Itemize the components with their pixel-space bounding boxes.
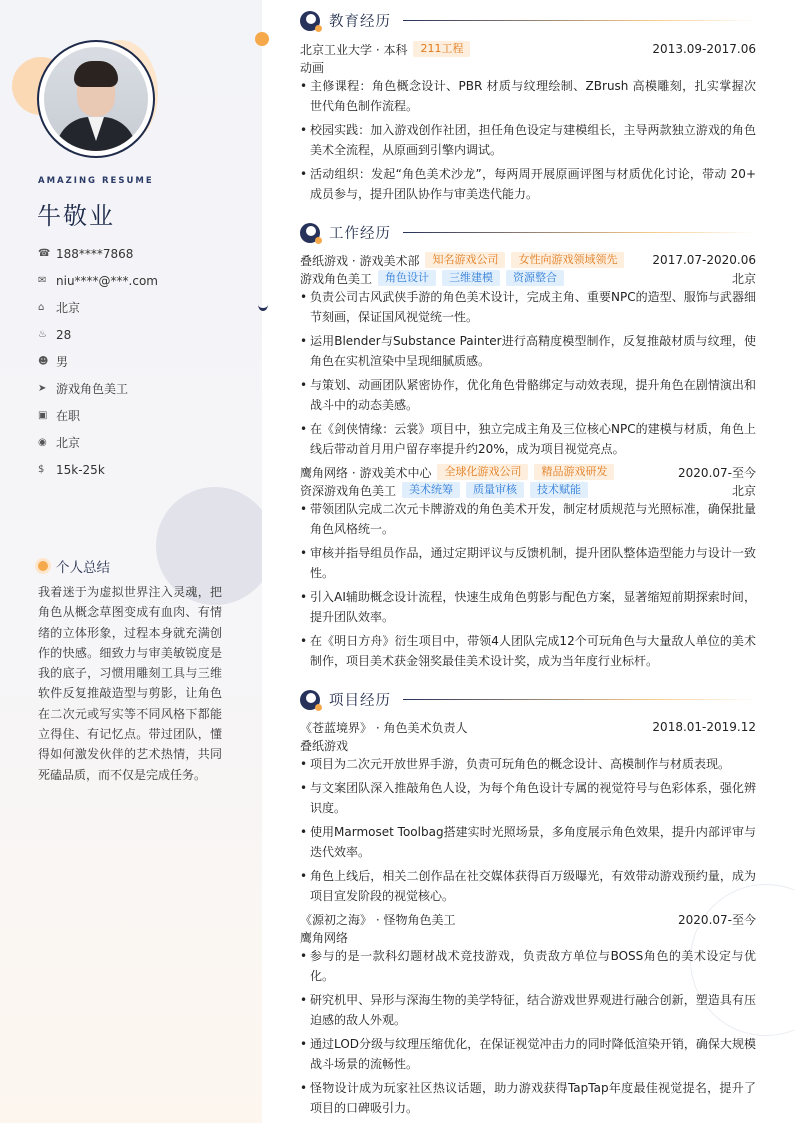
job-target-item	[38, 375, 158, 402]
list-item: • 角色上线后，相关二创作品在社交媒体获得百万级曝光，有效带动游戏预约量，成为项目宣发阶段的视觉核心。	[300, 866, 756, 906]
job-header	[300, 251, 756, 269]
major: 动画	[300, 60, 325, 75]
section-icon	[300, 223, 320, 243]
list-item: • 引入AI辅助概念设计流程，快速生成角色剪影与配色方案，显著缩短前期探索时间，提升团队效率。	[300, 587, 756, 627]
gender-icon: ☻	[38, 356, 49, 367]
job-location: 北京	[731, 271, 756, 286]
job-location: 北京	[731, 483, 756, 498]
hometown-item	[38, 294, 158, 321]
briefcase-icon: ▣	[38, 410, 48, 421]
education-major-row	[300, 58, 756, 76]
role-tag: 三维建模	[442, 270, 500, 286]
phone-icon: ☎	[38, 248, 51, 259]
education-bullets	[300, 76, 756, 204]
project-bullets	[300, 946, 756, 1118]
projects-heading	[300, 689, 756, 710]
project-bullets	[300, 754, 756, 906]
avatar-frame	[37, 40, 155, 158]
decor-dot	[255, 32, 269, 46]
salary-item	[38, 456, 158, 483]
age-value: 28	[56, 327, 72, 342]
project-period: 2018.01-2019.12	[652, 720, 756, 734]
candidate-name: 牛敬业	[37, 202, 115, 230]
list-item: • 项目为二次元开放世界手游，负责可玩角色的概念设计、高模制作与材质表现。	[300, 754, 756, 774]
decor-dot	[258, 298, 268, 311]
phone-item	[38, 240, 158, 267]
sidebar	[0, 0, 262, 1123]
divider	[403, 20, 756, 21]
project-header	[300, 910, 756, 928]
email-value: niu****@***.com	[56, 273, 158, 288]
job-role-row	[300, 269, 756, 287]
summary-text: 我着迷于为虚拟世界注入灵魂，把角色从概念草图变成有血肉、有情绪的立体形象，过程本身就充满创作的快感。细致力与审美敏锐度是我的底子，习惯用雕刻工具与三维软件反复推敲造型与剪影，让角色在二次元或写实等不同风格下都能立得住、有记忆点。带过团队，懂得如何激发伙伴的艺术热情，共同死磕品质，而不仅是完成任务。	[38, 585, 222, 782]
job-role-row	[300, 481, 756, 499]
project-header	[300, 718, 756, 736]
list-item: • 带领团队完成二次元卡牌游戏的角色美术开发，制定材质规范与光照标准，确保批量角色风格统一。	[300, 499, 756, 539]
education-period: 2013.09-2017.06	[652, 42, 756, 56]
project-name: 《苍蓝境界》 · 角色美术负责人	[300, 720, 468, 735]
education-heading	[300, 10, 756, 31]
work-heading	[300, 222, 756, 243]
list-item: • 运用Blender与Substance Painter进行高精度模型制作，反复推敲材质与纹理，使角色在实机渲染中呈现细腻质感。	[300, 331, 756, 371]
age-item	[38, 321, 158, 348]
cake-icon: ♨	[38, 329, 47, 340]
project-name: 《源初之海》 · 怪物角色美工	[300, 912, 456, 927]
money-icon: $	[38, 464, 45, 475]
dot-icon	[38, 561, 48, 571]
location-icon: ◉	[38, 437, 47, 448]
list-item: • 审核并指导组员作品，通过定期评议与反馈机制，提升团队整体造型能力与设计一致性。	[300, 543, 756, 583]
project-period: 2020.07-至今	[678, 912, 756, 927]
status-item	[38, 402, 158, 429]
gender-item	[38, 348, 158, 375]
role-tag: 资源整合	[506, 270, 564, 286]
job-bullets	[300, 287, 756, 459]
role-tag: 技术赋能	[530, 482, 588, 498]
email-icon: ✉	[38, 275, 47, 286]
list-item: • 怪物设计成为玩家社区热议话题，助力游戏获得TapTap年度最佳视觉提名，提升了项目的口碑吸引力。	[300, 1078, 756, 1118]
list-item: • 使用Marmoset Toolbag搭建实时光照场景，多角度展示角色效果，提升内部评审与迭代效率。	[300, 822, 756, 862]
section-icon	[300, 690, 320, 710]
section-title: 项目经历	[329, 693, 391, 709]
city-item	[38, 429, 158, 456]
list-item: • 活动组织：发起“角色美术沙龙”，每两周开展原画评图与材质优化讨论，带动 20+ 成员参与，提升团队协作与审美迭代能力。	[300, 164, 756, 204]
school-name: 北京工业大学 · 本科	[300, 42, 408, 57]
job-header	[300, 463, 756, 481]
divider	[403, 232, 756, 233]
list-item: • 研究机甲、异形与深海生物的美学特征，结合游戏世界观进行融合创新，塑造具有压迫感的敌人外观。	[300, 990, 756, 1030]
project-org: 叠纸游戏	[300, 738, 349, 753]
list-item: • 负责公司古风武侠手游的角色美术设计，完成主角、重要NPC的造型、服饰与武器细节刻画，保证国风视觉统一性。	[300, 287, 756, 327]
list-item: • 校园实践：加入游戏创作社团，担任角色设定与建模组长，主导两款独立游戏的角色美术全流程，从原画到引擎内调试。	[300, 120, 756, 160]
avatar	[44, 47, 148, 151]
salary-value: 15k-25k	[56, 462, 105, 477]
company-tag: 全球化游戏公司	[437, 464, 528, 480]
job-period: 2017.07-2020.06	[652, 253, 756, 267]
project-org-row	[300, 928, 756, 946]
company-tag: 知名游戏公司	[425, 252, 505, 268]
company-tag: 精品游戏研发	[534, 464, 614, 480]
project-org: 鹰角网络	[300, 930, 349, 945]
summary-heading	[38, 556, 110, 576]
company-tag: 女性向游戏领域领先	[511, 252, 624, 268]
role-tag: 角色设计	[378, 270, 436, 286]
list-item: • 在《明日方舟》衍生项目中，带领4人团队完成12个可玩角色与大量敌人单位的美术制作，项目美术获金翎奖最佳美术设计奖，成为当年度行业标杆。	[300, 631, 756, 671]
role-tag: 质量审核	[466, 482, 524, 498]
role-tag: 美术统筹	[402, 482, 460, 498]
gender-value: 男	[56, 355, 69, 369]
list-item: • 与策划、动画团队紧密协作，优化角色骨骼绑定与动效表现，提升角色在剧情演出和战斗中的动态美感。	[300, 375, 756, 415]
phone-value: 188****7868	[56, 246, 134, 261]
send-icon: ➤	[38, 383, 47, 394]
job-period: 2020.07-至今	[678, 465, 756, 480]
list-item: • 参与的是一款科幻题材战术竞技游戏，负责敌方单位与BOSS角色的美术设定与优化。	[300, 946, 756, 986]
list-item: • 与文案团队深入推敲角色人设，为每个角色设计专属的视觉符号与色彩体系，强化辨识度。	[300, 778, 756, 818]
summary-title: 个人总结	[56, 560, 110, 576]
city-value: 北京	[56, 436, 81, 450]
section-title: 教育经历	[329, 14, 391, 30]
job-role: 资深游戏角色美工	[300, 483, 397, 498]
company-name: 叠纸游戏 · 游戏美术部	[300, 253, 420, 268]
divider	[403, 699, 756, 700]
job-target-value: 游戏角色美工	[56, 382, 129, 396]
section-title: 工作经历	[329, 226, 391, 242]
section-icon	[300, 11, 320, 31]
status-value: 在职	[56, 409, 81, 423]
list-item: • 主修课程：角色概念设计、PBR 材质与纹理绘制、ZBrush 高模雕刻，扎实掌握次世代角色制作流程。	[300, 76, 756, 116]
job-bullets	[300, 499, 756, 671]
job-role: 游戏角色美工	[300, 271, 373, 286]
project-org-row	[300, 736, 756, 754]
hometown-value: 北京	[56, 301, 81, 315]
list-item: • 通过LOD分级与纹理压缩优化，在保证视觉冲击力的同时降低渲染开销，确保大规模战斗场景的流畅性。	[300, 1034, 756, 1074]
contact-info	[38, 240, 158, 483]
school-tag: 211工程	[413, 41, 470, 57]
list-item: • 在《剑侠情缘：云裳》项目中，独立完成主角及三位核心NPC的建模与材质，角色上线后带动首月用户留存率提升约20%，成为项目视觉亮点。	[300, 419, 756, 459]
home-icon: ⌂	[38, 302, 45, 313]
company-name: 鹰角网络 · 游戏美术中心	[300, 465, 432, 480]
resume-tagline: AMAZING RESUME	[38, 176, 154, 186]
email-item	[38, 267, 158, 294]
education-header	[300, 40, 756, 58]
